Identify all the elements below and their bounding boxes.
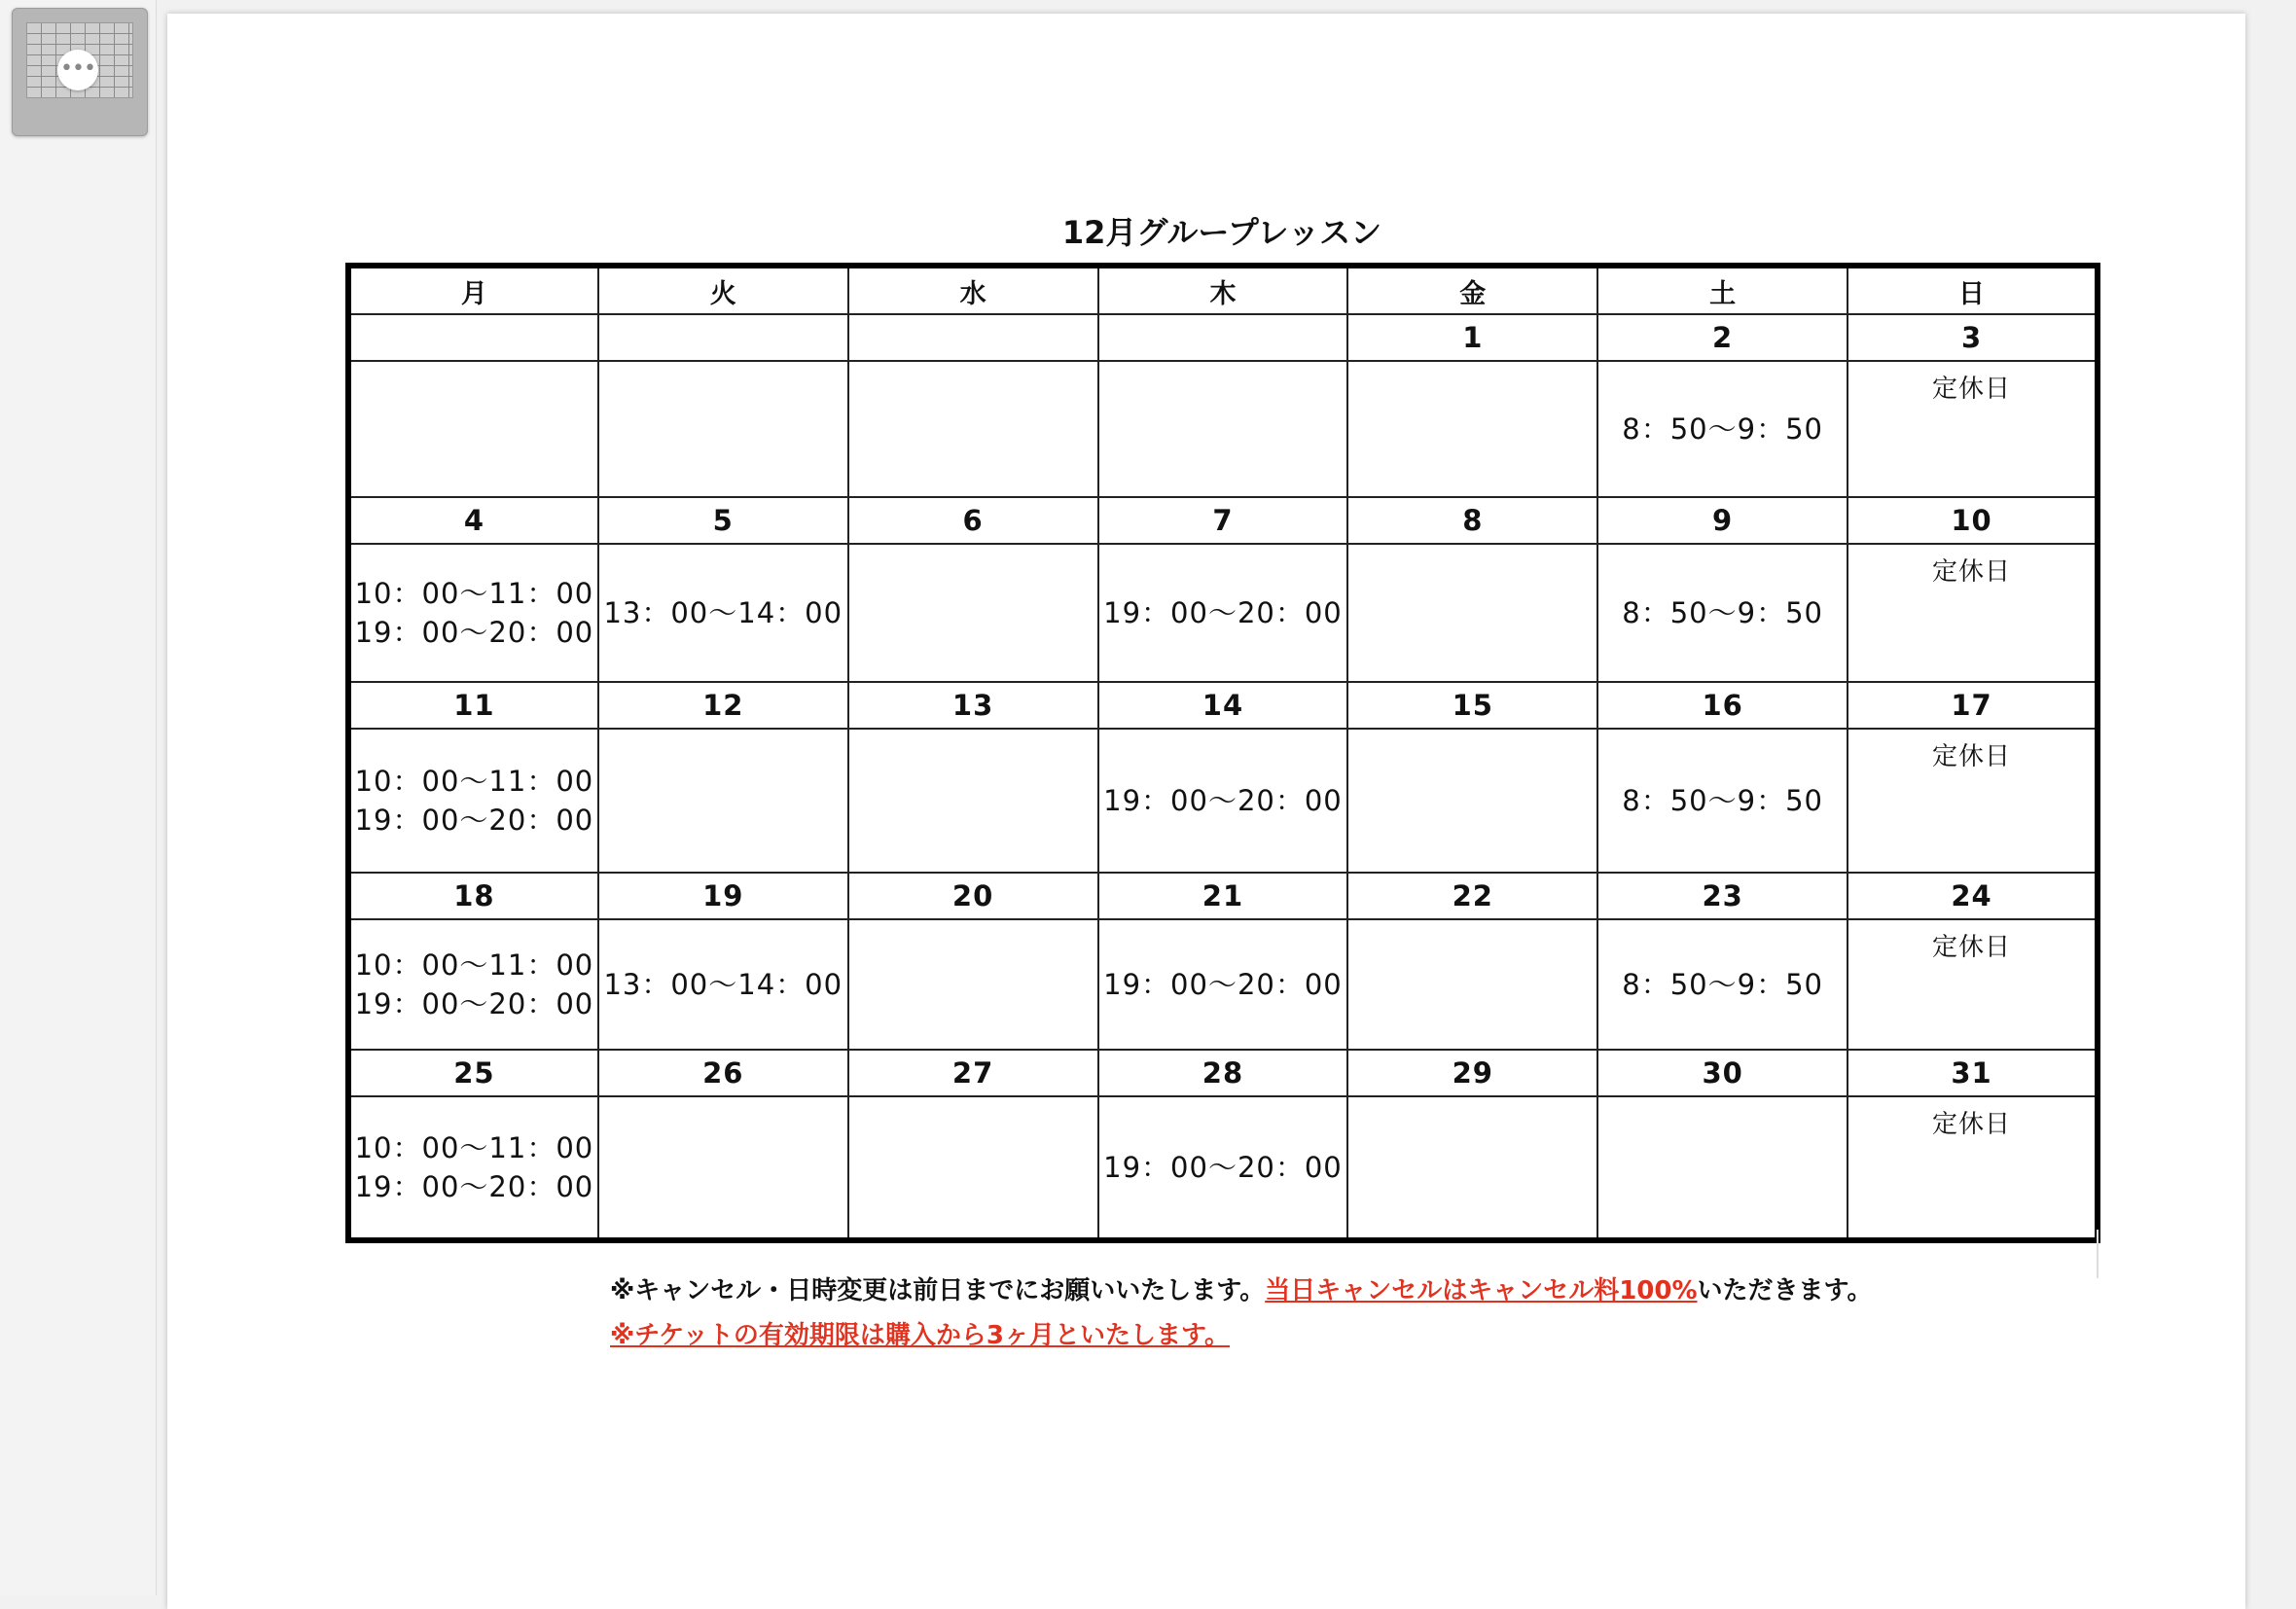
date-row xyxy=(348,314,2098,361)
date-cell: 26 xyxy=(598,1050,848,1096)
lesson-row xyxy=(348,1096,2098,1240)
more-options-icon[interactable]: ••• xyxy=(57,50,98,90)
closed-day-label: 定休日 xyxy=(1932,1110,2012,1139)
date-cell: 4 xyxy=(348,497,598,544)
date-cell: 5 xyxy=(598,497,848,544)
cancellation-note-prefix: ※キャンセル・日時変更は前日までにお願いいたします。 xyxy=(610,1276,1266,1305)
lesson-cell xyxy=(1347,361,1597,497)
lesson-cell xyxy=(348,361,598,497)
lesson-cell xyxy=(348,919,598,1050)
date-cell: 6 xyxy=(848,497,1098,544)
weekday-header-row xyxy=(348,266,2098,314)
lesson-time: 19：00〜20：00 xyxy=(1103,968,1343,1001)
closed-day-label: 定休日 xyxy=(1932,742,2012,771)
date-cell: 20 xyxy=(848,873,1098,919)
lesson-cell xyxy=(1098,544,1348,682)
lesson-time: 10：00〜11：00 xyxy=(354,577,594,610)
date-row xyxy=(348,497,2098,544)
date-row xyxy=(348,682,2098,729)
lesson-cell xyxy=(1347,919,1597,1050)
lesson-time: 10：00〜11：00 xyxy=(354,948,594,982)
lesson-cell xyxy=(348,729,598,873)
closed-day-label: 定休日 xyxy=(1932,933,2012,962)
lesson-time: 8：50〜9：50 xyxy=(1622,784,1823,817)
lesson-cell xyxy=(848,1096,1098,1240)
lesson-time: 8：50〜9：50 xyxy=(1622,596,1823,629)
lesson-cell xyxy=(1597,544,1848,682)
weekday-sun: 日 xyxy=(1848,266,2098,314)
lesson-time: 10：00〜11：00 xyxy=(354,765,594,798)
date-cell: 15 xyxy=(1347,682,1597,729)
notes xyxy=(610,1269,1872,1358)
date-cell xyxy=(1098,314,1348,361)
lesson-cell xyxy=(1347,1096,1597,1240)
calendar-title: 12月グループレッスン xyxy=(1061,214,1382,251)
closed-day-cell xyxy=(1848,729,2098,873)
lesson-cell xyxy=(1597,361,1848,497)
weekday-fri: 金 xyxy=(1347,266,1597,314)
date-cell: 29 xyxy=(1347,1050,1597,1096)
lesson-cell xyxy=(598,544,848,682)
lesson-time: 8：50〜9：50 xyxy=(1622,968,1823,1001)
lesson-cell xyxy=(348,1096,598,1240)
lesson-cell xyxy=(1347,729,1597,873)
lesson-cell xyxy=(1597,1096,1848,1240)
page-thumbnail[interactable] xyxy=(12,8,148,136)
divider xyxy=(2097,1230,2099,1278)
lesson-cell xyxy=(1098,361,1348,497)
ticket-validity-note: ※チケットの有効期限は購入から3ヶ月といたします。 xyxy=(610,1321,1230,1350)
date-cell: 7 xyxy=(1098,497,1348,544)
lesson-time: 19：00〜20：00 xyxy=(1103,596,1343,629)
date-cell-sunday: 3 xyxy=(1848,314,2098,361)
weekday-thu: 木 xyxy=(1098,266,1348,314)
date-cell: 1 xyxy=(1347,314,1597,361)
lesson-time: 10：00〜11：00 xyxy=(354,1131,594,1164)
closed-day-cell xyxy=(1848,361,2098,497)
lesson-cell xyxy=(848,544,1098,682)
document-page xyxy=(167,14,2245,1609)
date-cell: 14 xyxy=(1098,682,1348,729)
date-cell-sunday: 24 xyxy=(1848,873,2098,919)
lesson-time: 19：00〜20：00 xyxy=(354,987,594,1020)
lesson-time: 19：00〜20：00 xyxy=(354,1170,594,1203)
date-cell: 22 xyxy=(1347,873,1597,919)
date-cell: 9 xyxy=(1597,497,1848,544)
lesson-cell xyxy=(598,361,848,497)
closed-day-cell xyxy=(1848,1096,2098,1240)
date-cell-sunday: 10 xyxy=(1848,497,2098,544)
date-cell-sunday: 17 xyxy=(1848,682,2098,729)
lesson-cell xyxy=(598,1096,848,1240)
date-row xyxy=(348,873,2098,919)
date-row xyxy=(348,1050,2098,1096)
date-cell: 21 xyxy=(1098,873,1348,919)
date-cell: 12 xyxy=(598,682,848,729)
lesson-cell xyxy=(1347,544,1597,682)
date-cell: 2 xyxy=(1597,314,1848,361)
closed-day-label: 定休日 xyxy=(1932,375,2012,404)
lesson-cell xyxy=(1597,729,1848,873)
cancellation-fee-note: 当日キャンセルはキャンセル料100% xyxy=(1265,1276,1698,1305)
date-cell: 27 xyxy=(848,1050,1098,1096)
date-cell xyxy=(598,314,848,361)
lesson-row xyxy=(348,729,2098,873)
lesson-row xyxy=(348,361,2098,497)
thumbnail-sidebar xyxy=(0,0,157,1595)
lesson-cell xyxy=(848,361,1098,497)
lesson-row xyxy=(348,919,2098,1050)
date-cell: 25 xyxy=(348,1050,598,1096)
date-cell xyxy=(848,314,1098,361)
date-cell: 23 xyxy=(1597,873,1848,919)
lesson-cell xyxy=(1098,1096,1348,1240)
date-cell: 8 xyxy=(1347,497,1597,544)
date-cell xyxy=(348,314,598,361)
lesson-cell xyxy=(848,729,1098,873)
weekday-sat: 土 xyxy=(1597,266,1848,314)
lesson-cell xyxy=(1597,919,1848,1050)
lesson-row xyxy=(348,544,2098,682)
closed-day-cell xyxy=(1848,919,2098,1050)
lesson-cell xyxy=(848,919,1098,1050)
date-cell: 30 xyxy=(1597,1050,1848,1096)
lesson-cell xyxy=(598,919,848,1050)
lesson-time: 19：00〜20：00 xyxy=(1103,1151,1343,1184)
date-cell: 18 xyxy=(348,873,598,919)
lesson-time: 13：00〜14：00 xyxy=(603,596,843,629)
date-cell: 16 xyxy=(1597,682,1848,729)
date-cell: 19 xyxy=(598,873,848,919)
lesson-cell xyxy=(1098,919,1348,1050)
cancellation-note xyxy=(610,1269,1872,1313)
date-cell: 11 xyxy=(348,682,598,729)
date-cell: 13 xyxy=(848,682,1098,729)
weekday-wed: 水 xyxy=(848,266,1098,314)
lesson-time: 8：50〜9：50 xyxy=(1622,412,1823,446)
date-cell-sunday: 31 xyxy=(1848,1050,2098,1096)
lesson-time: 19：00〜20：00 xyxy=(354,804,594,837)
lesson-calendar xyxy=(345,263,2100,1243)
lesson-time: 19：00〜20：00 xyxy=(354,616,594,649)
cancellation-note-suffix: いただきます。 xyxy=(1697,1276,1873,1305)
lesson-cell xyxy=(598,729,848,873)
date-cell: 28 xyxy=(1098,1050,1348,1096)
lesson-cell xyxy=(348,544,598,682)
weekday-mon: 月 xyxy=(348,266,598,314)
weekday-tue: 火 xyxy=(598,266,848,314)
closed-day-cell xyxy=(1848,544,2098,682)
closed-day-label: 定休日 xyxy=(1932,557,2012,587)
lesson-cell xyxy=(1098,729,1348,873)
lesson-time: 13：00〜14：00 xyxy=(603,968,843,1001)
lesson-time: 19：00〜20：00 xyxy=(1103,784,1343,817)
